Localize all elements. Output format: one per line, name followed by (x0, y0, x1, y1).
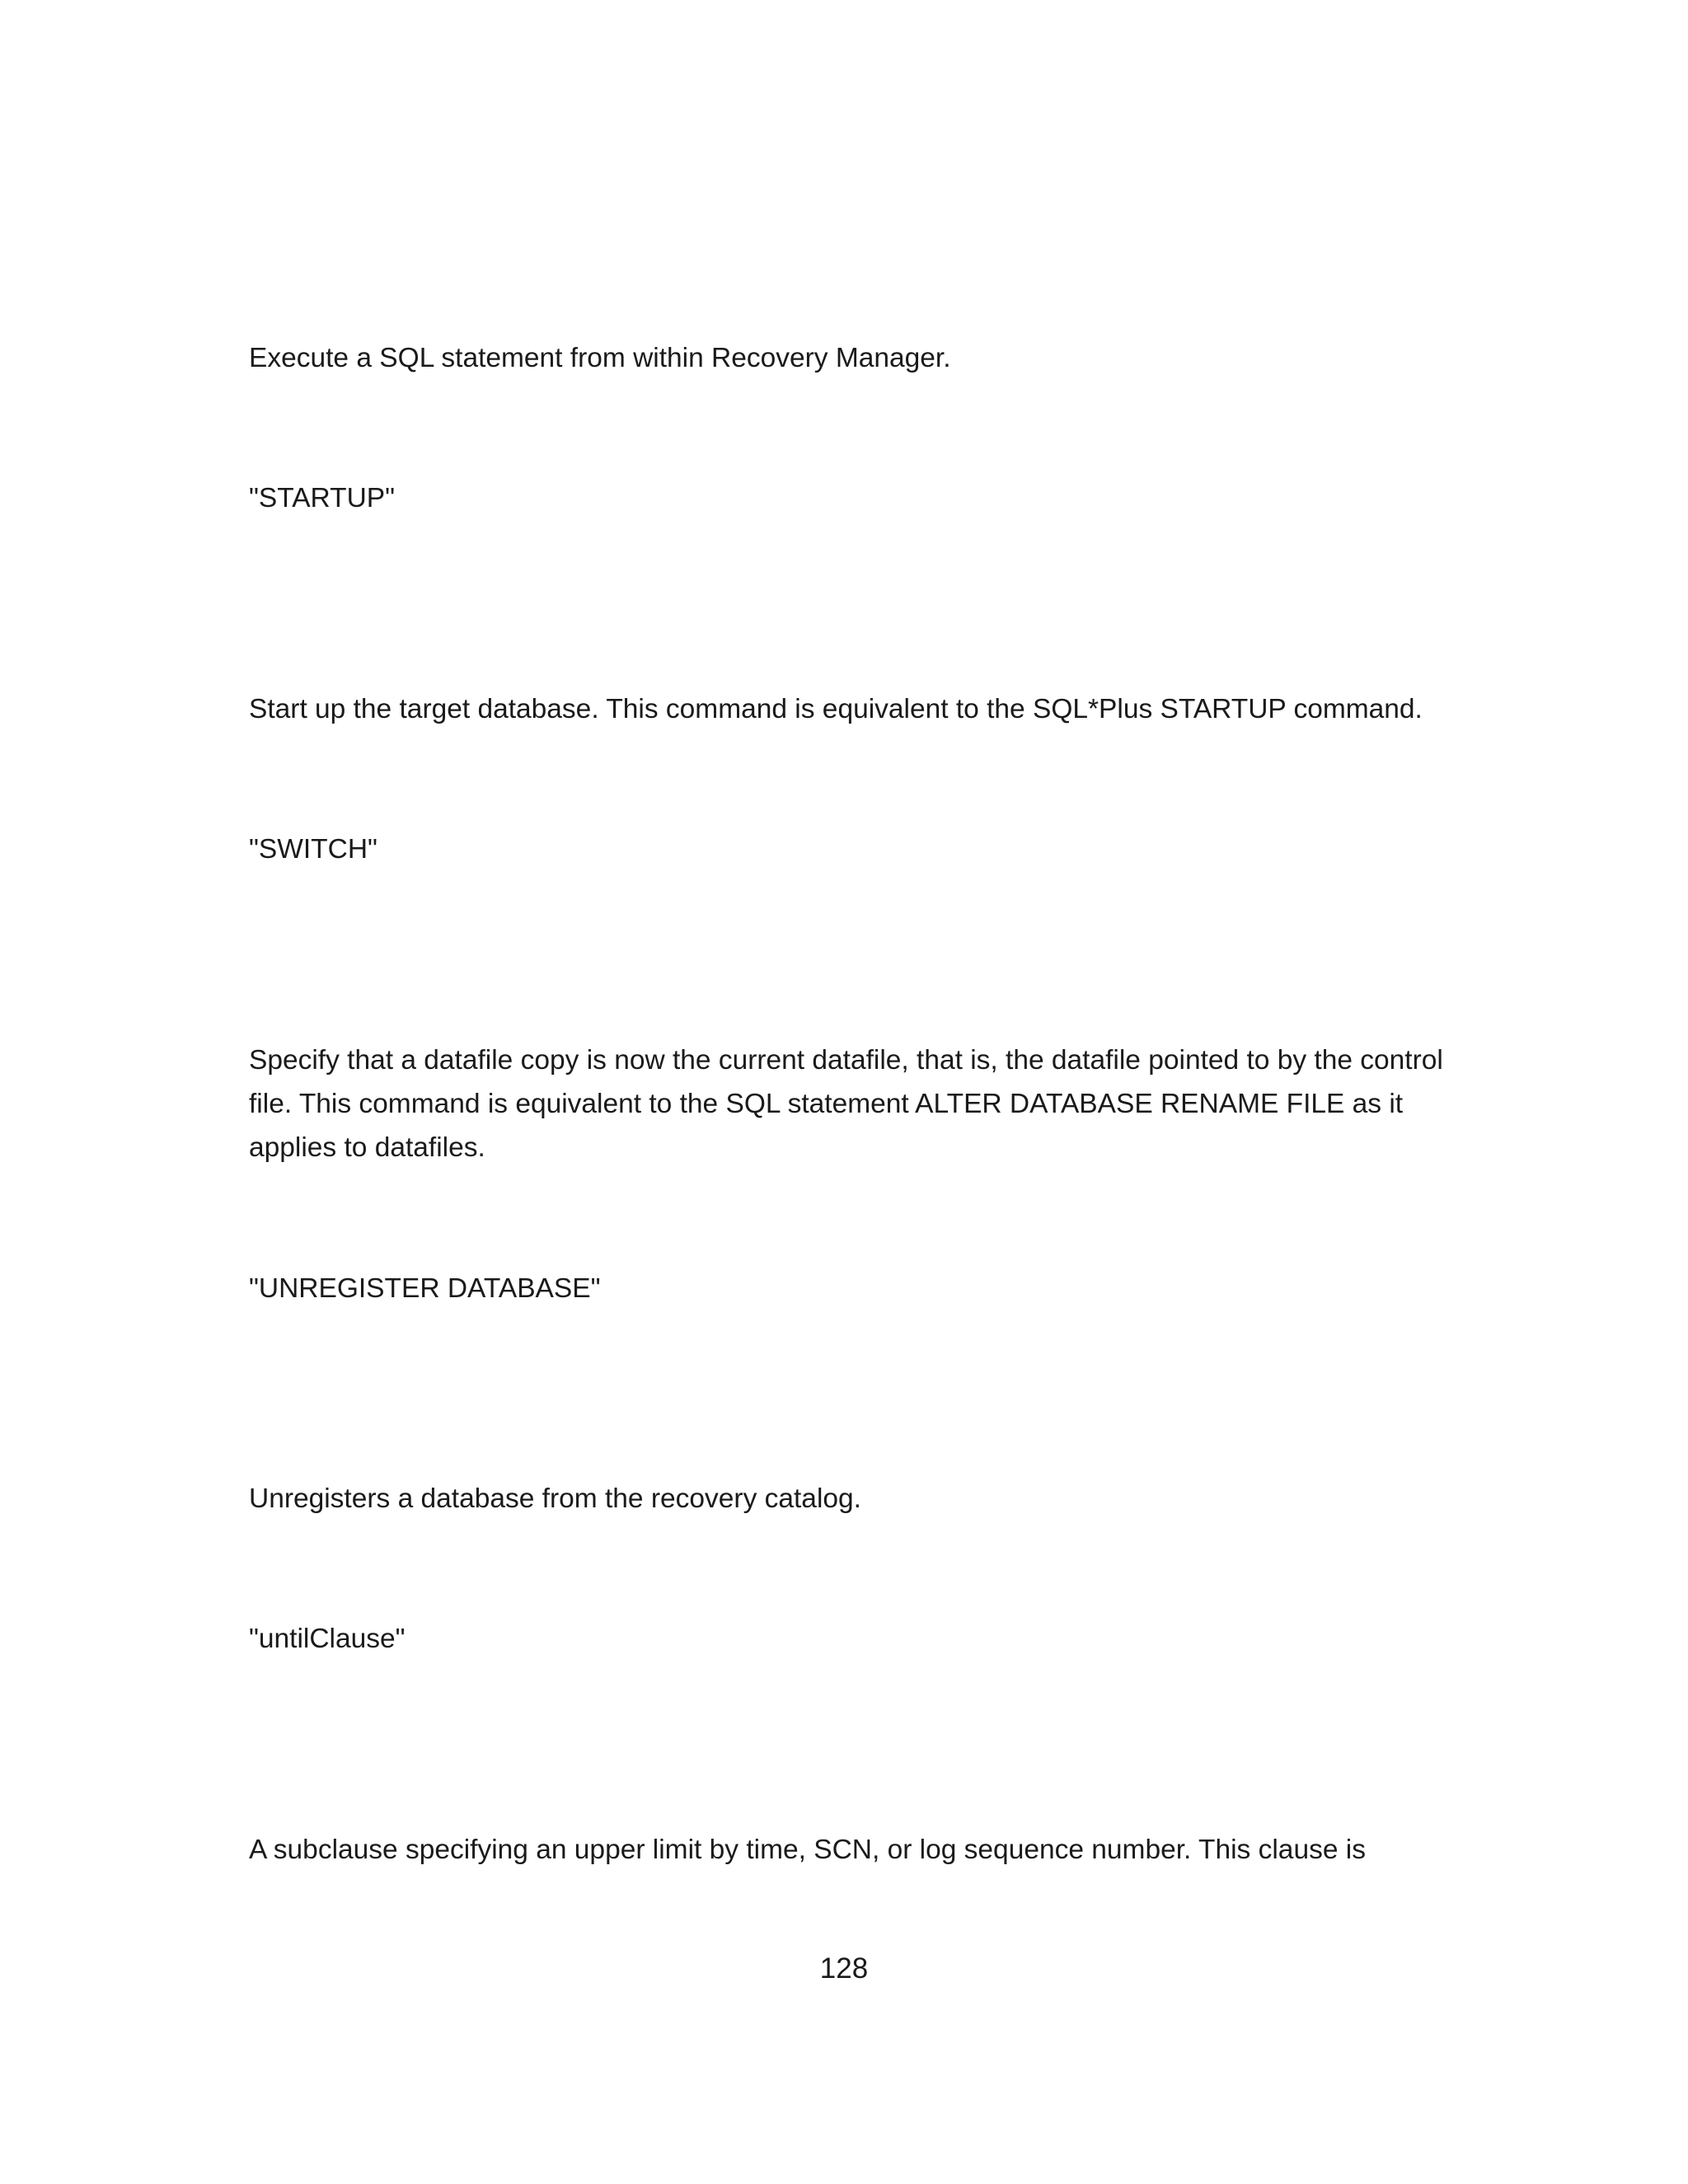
sql-description: Execute a SQL statement from within Recovery Manager. (249, 343, 951, 373)
startup-description: Start up the target database. This command is equivalent to the SQL*Plus STARTUP command. (249, 694, 1423, 724)
startup-term: "STARTUP" (249, 483, 396, 513)
unregister-description: Unregisters a database from the recovery catalog. (249, 1483, 861, 1514)
unregister-term: "UNREGISTER DATABASE" (249, 1273, 601, 1304)
untilclause-description: A subclause specifying an upper limit by time, SCN, or log sequence number. This clause is (249, 1835, 1366, 1865)
switch-description: Specify that a datafile copy is now the current datafile, that is, the datafile pointed to by the control file. This command is equivalent to the SQL statement ALTER DATABASE RENAME FILE as it applies to datafiles. (249, 1045, 1443, 1163)
page-number: 128 (819, 1952, 869, 1985)
untilclause-term: "untilClause" (249, 1624, 406, 1654)
switch-term: "SWITCH" (249, 834, 377, 865)
